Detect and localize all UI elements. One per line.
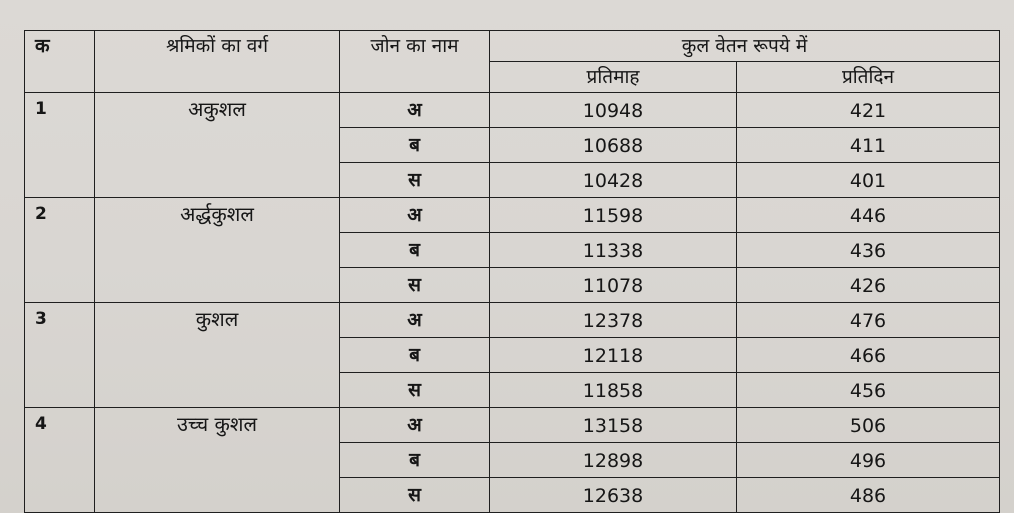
monthly-header: प्रतिमाह — [490, 62, 737, 93]
serial-number-header: क — [25, 31, 95, 93]
daily-wage-cell: 436 — [737, 233, 1000, 268]
worker-category-cell: अर्द्धकुशल — [95, 198, 340, 303]
monthly-wage-cell: 10428 — [490, 163, 737, 198]
monthly-wage-cell: 11338 — [490, 233, 737, 268]
table-body — [25, 93, 1000, 513]
monthly-wage-cell: 10688 — [490, 128, 737, 163]
monthly-wage-cell: 12638 — [490, 478, 737, 513]
monthly-wage-cell: 12378 — [490, 303, 737, 338]
worker-category-cell: अकुशल — [95, 93, 340, 198]
daily-wage-cell: 426 — [737, 268, 1000, 303]
worker-category-header: श्रमिकों का वर्ग — [95, 31, 340, 93]
table-row — [25, 93, 1000, 128]
monthly-wage-cell: 13158 — [490, 408, 737, 443]
daily-wage-cell: 476 — [737, 303, 1000, 338]
monthly-wage-cell: 12898 — [490, 443, 737, 478]
zone-cell: स — [340, 373, 490, 408]
daily-wage-cell: 496 — [737, 443, 1000, 478]
wage-table — [24, 30, 1000, 513]
monthly-wage-cell: 10948 — [490, 93, 737, 128]
serial-number-cell: 3 — [25, 303, 95, 408]
header-row-1 — [25, 31, 1000, 62]
zone-cell: ब — [340, 338, 490, 373]
zone-cell: स — [340, 268, 490, 303]
daily-wage-cell: 421 — [737, 93, 1000, 128]
table-row — [25, 303, 1000, 338]
zone-cell: अ — [340, 408, 490, 443]
zone-cell: ब — [340, 128, 490, 163]
serial-number-cell: 2 — [25, 198, 95, 303]
table-header — [25, 31, 1000, 93]
zone-cell: अ — [340, 93, 490, 128]
zone-cell: अ — [340, 303, 490, 338]
serial-number-cell: 4 — [25, 408, 95, 513]
serial-number-cell: 1 — [25, 93, 95, 198]
daily-wage-cell: 466 — [737, 338, 1000, 373]
daily-wage-cell: 456 — [737, 373, 1000, 408]
monthly-wage-cell: 11858 — [490, 373, 737, 408]
daily-wage-cell: 411 — [737, 128, 1000, 163]
zone-cell: ब — [340, 443, 490, 478]
zone-cell: स — [340, 478, 490, 513]
worker-category-cell: कुशल — [95, 303, 340, 408]
zone-cell: स — [340, 163, 490, 198]
table-row — [25, 198, 1000, 233]
daily-wage-cell: 506 — [737, 408, 1000, 443]
total-wage-header: कुल वेतन रूपये में — [490, 31, 1000, 62]
daily-wage-cell: 486 — [737, 478, 1000, 513]
monthly-wage-cell: 12118 — [490, 338, 737, 373]
table-row — [25, 408, 1000, 443]
monthly-wage-cell: 11598 — [490, 198, 737, 233]
worker-category-cell: उच्च कुशल — [95, 408, 340, 513]
zone-name-header: जोन का नाम — [340, 31, 490, 93]
daily-header: प्रतिदिन — [737, 62, 1000, 93]
zone-cell: ब — [340, 233, 490, 268]
zone-cell: अ — [340, 198, 490, 233]
daily-wage-cell: 446 — [737, 198, 1000, 233]
daily-wage-cell: 401 — [737, 163, 1000, 198]
monthly-wage-cell: 11078 — [490, 268, 737, 303]
